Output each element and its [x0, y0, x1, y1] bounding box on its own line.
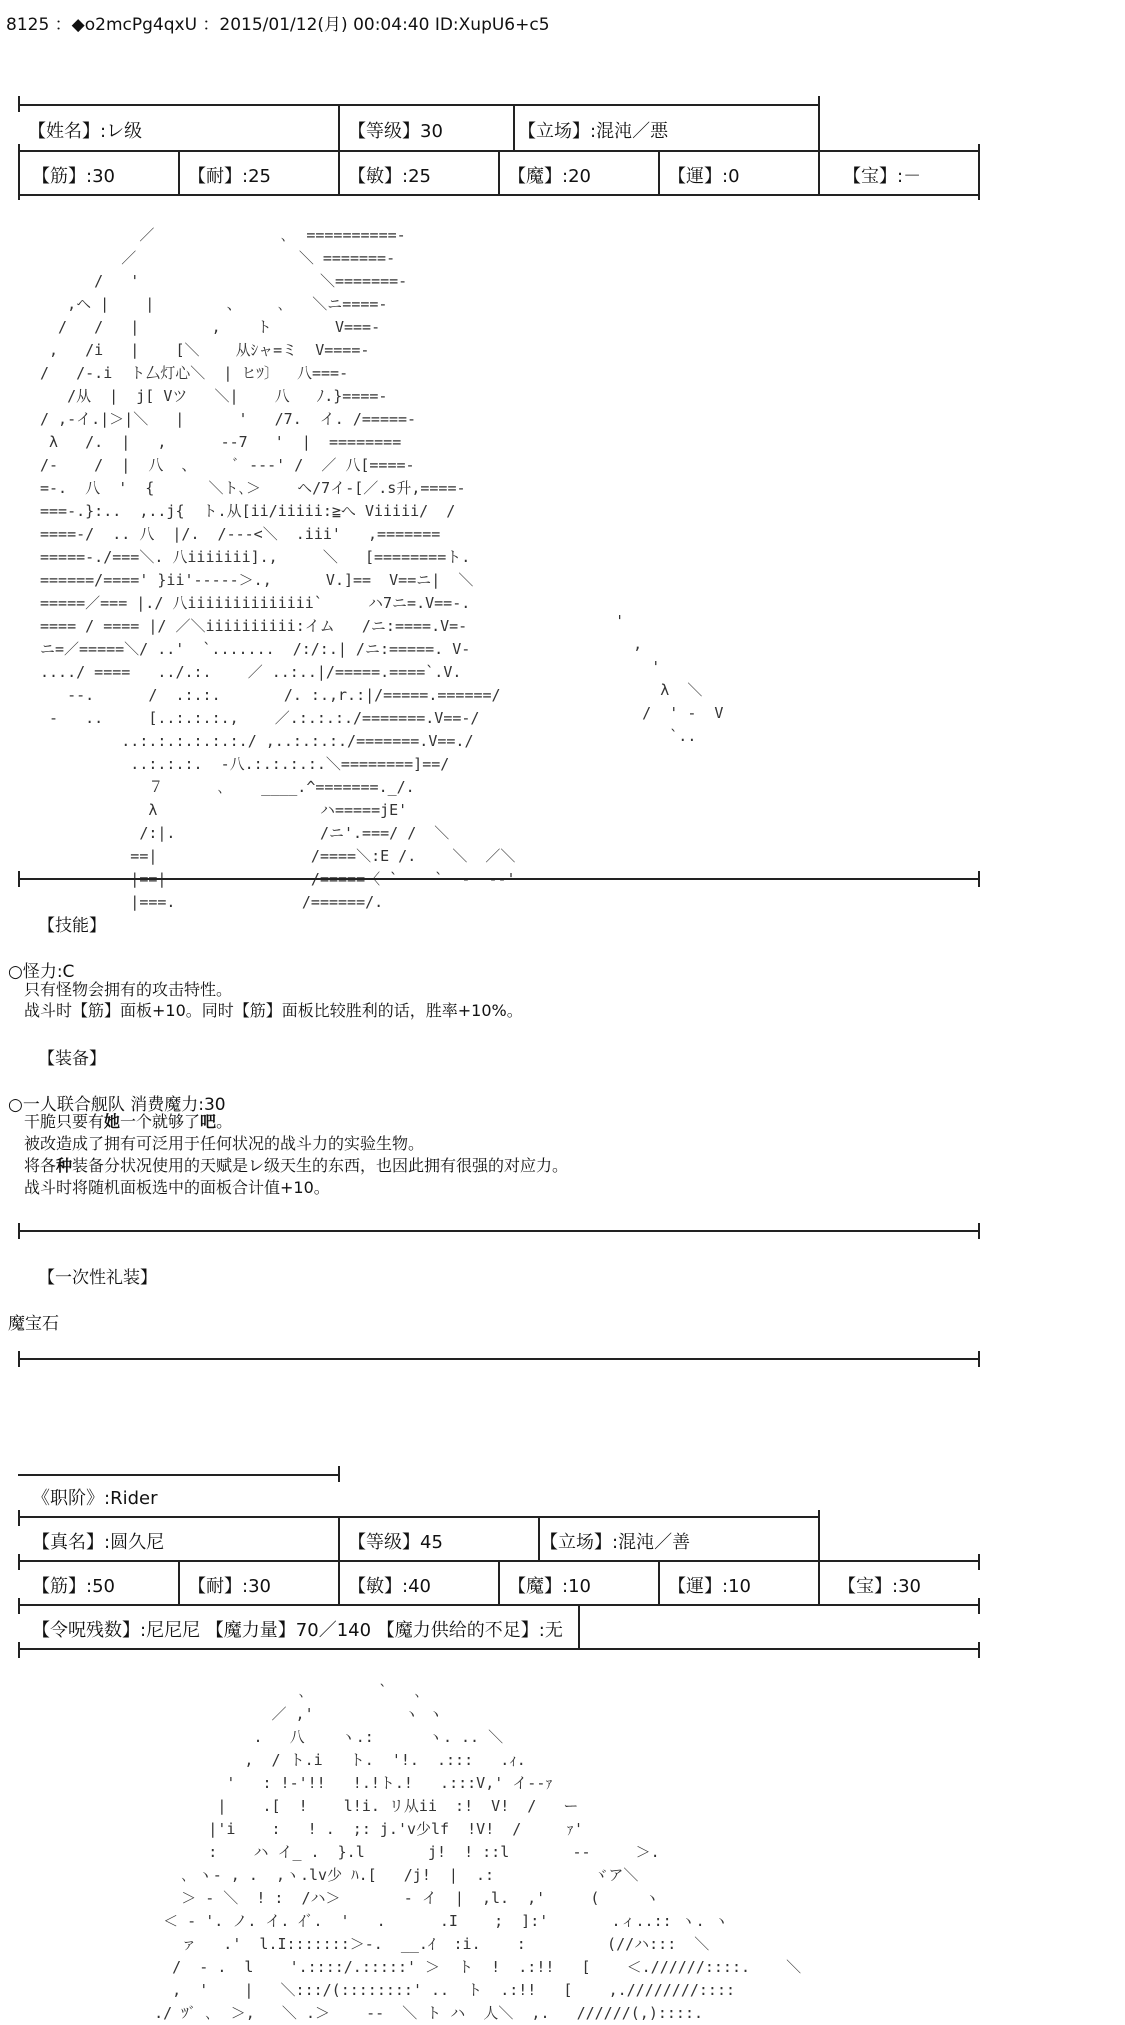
equipment-desc-line: 干脆只要有她一个就够了吧。 — [24, 1112, 233, 1131]
char1-name: 【姓名】:レ级 — [28, 121, 143, 142]
char1-level: 【等级】30 — [348, 121, 443, 142]
oneuse-heading: 【一次性礼装】 — [38, 1268, 157, 1288]
ascii-art-character-2: ､ ` ､ ／ ,' ヽ ヽ . 八 ヽ.: ヽ. .. ＼ , / ト.i ト. '!. .::: .ｨ. ' : !-'!! !.!ト.! .:::V,' イ--ｧ | .[ ! l!i. リ从ii :! V! / ー |'i : ! . ;: j.'v少lf !V! / ｧ' : ハ イ_ . }.l j! ! ::l -- ＞. ､ ヽ- , . ,ヽ.lv少 ﾊ.[ /j! | .: ヾア＼ ＞ - ＼ ! : /ハ＞ - イ | ,l. ,' ( ヽ ＜ - '. ノ. イ. ｲﾞ. ' . .I ; ]:' .ィ..:: ヽ. ヽ ァ .' l.I:::::::＞-. __.ｲ :i. : (//ハ::: ＼ / - . l '.::::/.:::::' ＞ ト ! .:!! [ ＜.//////::::. ＼ , ' | ＼:::/(::::::::' .. ト .:!! [ ,.////////:::: ./ ﾂﾞ ､ ＞, ＼ .＞ -- ＼ ト ハ 人＼ ,. //////(,)::::. — [154, 1682, 802, 2022]
post-header: 8125 ：◆o2mcPg4qxU ：2015/01/12(月) 00:04:40 ID:XupU6+c5 — [6, 15, 550, 35]
char2-alignment: 【立场】:混沌／善 — [540, 1532, 691, 1553]
equipment-desc-line: 被改造成了拥有可泛用于任何状况的战斗力的实验生物。 — [24, 1134, 425, 1153]
char2-stat-table — [18, 1474, 980, 1670]
char1-agi: 【敏】:25 — [348, 166, 431, 187]
char1-str: 【筋】:30 — [32, 166, 115, 187]
equipment-heading: 【装备】 — [38, 1049, 106, 1069]
skill-name: ○怪力:C — [8, 962, 75, 982]
equipment-name: ○一人联合舰队 消费魔力:30 — [8, 1095, 226, 1115]
char1-np: 【宝】:－ — [843, 166, 922, 187]
char2-class: 《职阶》:Rider — [32, 1488, 158, 1509]
divider — [18, 878, 980, 880]
char2-command-mana: 【令呪残数】:尼尼尼 【魔力量】70／140 【魔力供给的不足】:无 — [32, 1620, 563, 1641]
skill-desc-line: 战斗时【筋】面板+10。同时【筋】面板比较胜利的话，胜率+10%。 — [24, 1001, 523, 1020]
equipment-desc-line: 将各种装备分状况使用的天赋是レ级天生的东西，也因此拥有很强的对应力。 — [24, 1156, 569, 1175]
oneuse-item: 魔宝石 — [8, 1314, 59, 1334]
divider — [18, 1230, 980, 1232]
char2-level: 【等级】45 — [348, 1532, 443, 1553]
ascii-art-character-1-side: ' , ' λ ＼ / ' - V `.. — [615, 612, 724, 745]
char1-luck: 【運】:0 — [668, 166, 740, 187]
equipment-desc-line: 战斗时将随机面板选中的面板合计值+10。 — [24, 1178, 330, 1197]
char2-str: 【筋】:50 — [32, 1576, 115, 1597]
char2-luck: 【運】:10 — [668, 1576, 751, 1597]
char2-np: 【宝】:30 — [838, 1576, 921, 1597]
skill-desc-line: 只有怪物会拥有的攻击特性。 — [24, 980, 233, 999]
char2-end: 【耐】:30 — [188, 1576, 271, 1597]
char2-mag: 【魔】:10 — [508, 1576, 591, 1597]
char1-end: 【耐】:25 — [188, 166, 271, 187]
char2-agi: 【敏】:40 — [348, 1576, 431, 1597]
char1-alignment: 【立场】:混沌／悪 — [518, 121, 669, 142]
char2-name: 【真名】:圆久尼 — [32, 1532, 165, 1553]
char1-mag: 【魔】:20 — [508, 166, 591, 187]
divider — [18, 1358, 980, 1360]
ascii-art-character-1: ／ ､ ==========- ／ ＼ =======- / ' ＼=======- ,ヘ | | 、 ､ ＼ニ====- / / | , ト V===- , /i | [＼ 从ｼャ=ミ V====- / /-.i ト厶灯心＼ | ヒﾂ〕 八===- /从 | j[ Vツ ＼| 八 ﾉ.}====- / ,-イ.|＞|＼ | ' /7. イ. /=====- λ /. | , --7 ' | ======== /- / | 八 、 ﾞ ---' / ／ 八[====- =-. 八 ' { ＼ト､＞ ヘ/7イ-[／.s升,====- ===-.}:.. ,..j{ ト.从[ii/iiiii:≧へ Viiiii/ / ====-/ .. 八 |/. /---<＼ .iii' ,======= =====-./===＼. 八iiiiiii]., ＼ [========ト. ======/====' }ii'-----＞., V.]== V==ニ| ＼ =====／=== |./ 八iiiiiiiiiiiiii` ハ7ニ=.V==-. ==== / ==== |/ ／＼iiiiiiiiii:イム /ニ:====.V=- ニ=／=====＼/ ..' `....... /:/:.| /ニ:=====. V- ..../ ==== ../.:. ／ ..:..|/=====.====`.V. --. / .:.:. /. :.,r.:|/=====.======/ - .. [..:.:.:., ／.:.:.:./=======.V==-/ ..:.:.:.:.:.:./ ,..:.:.:./=======.V==./ ..:.:.:. -八.:.:.:.:.＼========]==/ ７ ､ ____.^=======._/. λ ハ=====jE' /:|. /ニ'.===/ / ＼ ==| /====＼:E /. ＼ ／＼ |==| /=====〈 ` ` - --' |===. /======/. — [40, 226, 516, 911]
char1-stat-table — [18, 104, 980, 200]
skills-heading: 【技能】 — [38, 916, 106, 936]
